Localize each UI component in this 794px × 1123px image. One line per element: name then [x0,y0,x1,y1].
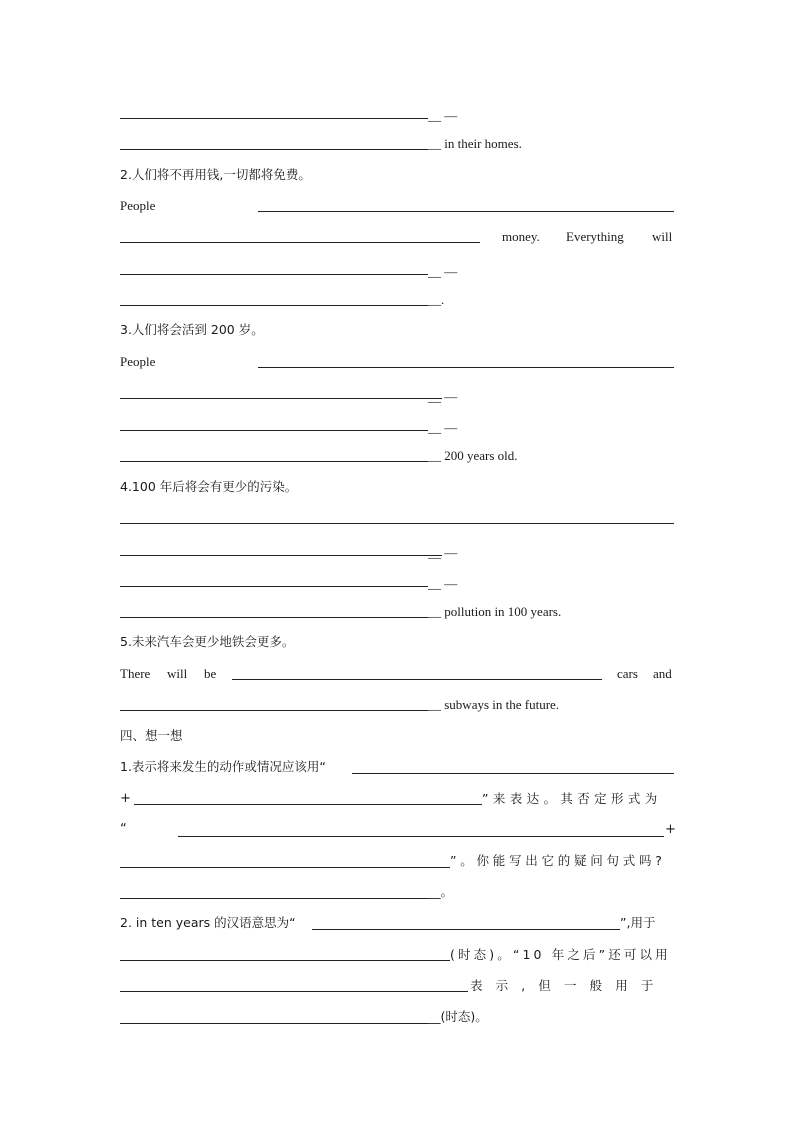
sentence-end: __(时态)。 [428,1009,488,1024]
question-title: 4.100 年后将会有更少的污染。 [120,479,298,494]
question-text: 1.表示将来发生的动作或情况应该用“ [120,759,326,774]
word-be: be [204,666,217,681]
sentence-end: __ in their homes. [428,136,522,151]
question-title: 5.未来汽车会更少地铁会更多。 [120,634,295,649]
sentence-end: __。 [428,884,454,899]
answer-line[interactable] [120,398,442,399]
dash-fragment: __ — [428,545,458,560]
plus-sign: + [665,822,676,837]
answer-line[interactable] [352,773,674,774]
answer-line[interactable] [120,867,450,868]
answer-line[interactable] [120,586,428,587]
answer-line[interactable] [232,679,602,680]
open-quote: “ [120,822,127,837]
word-will: will [167,666,188,681]
answer-line[interactable] [120,898,428,899]
answer-line[interactable] [120,118,428,119]
answer-line[interactable] [120,1023,428,1024]
word-everything: Everything [566,229,624,244]
answer-line[interactable] [120,274,428,275]
answer-line[interactable] [120,710,428,711]
question-text: (时态)。“10 年之后”还可以用 [450,947,671,962]
sentence-end: __ subways in the future. [428,697,560,712]
answer-line[interactable] [312,929,620,930]
plus-sign: + [120,791,131,806]
answer-line[interactable] [258,367,674,368]
answer-line[interactable] [120,305,428,306]
answer-line[interactable] [120,991,468,992]
question-text: ”,用于 [620,915,656,930]
question-text: 表示,但一般用于 [470,978,667,993]
sentence-start: People [120,354,156,369]
word-and: and [653,666,672,681]
dash-fragment: __ — [428,389,458,404]
sentence-start: People [120,198,156,213]
dash-fragment: __ — [428,420,458,435]
section-title: 四、想一想 [120,728,183,743]
answer-line[interactable] [120,617,428,618]
sentence-end: __. [428,292,445,307]
word-will: will [652,229,673,244]
answer-line[interactable] [120,242,480,243]
word-cars: cars [617,666,638,681]
dash-fragment: __ — [428,576,458,591]
answer-line[interactable] [120,555,442,556]
answer-line[interactable] [120,523,674,524]
question-text: ”来表达。其否定形式为 [482,791,662,806]
answer-line[interactable] [120,461,428,462]
sentence-end: __ 200 years old. [428,448,518,463]
answer-line[interactable] [134,804,482,805]
sentence-start: There [120,666,151,681]
question-title: 2.人们将不再用钱,一切都将免费。 [120,167,311,182]
question-title: 3.人们将会活到 200 岁。 [120,322,264,337]
dash-fragment: __ — [428,264,458,279]
sentence-end: __ pollution in 100 years. [428,604,562,619]
question-text: 2. in ten years 的汉语意思为“ [120,915,296,930]
answer-line[interactable] [178,836,664,837]
answer-line[interactable] [120,430,428,431]
answer-line[interactable] [120,149,428,150]
answer-line[interactable] [120,960,450,961]
question-text: ”。你能写出它的疑问句式吗? [450,853,666,868]
word-money: money. [502,229,540,244]
dash-fragment: __ — [428,108,458,123]
answer-line[interactable] [258,211,674,212]
